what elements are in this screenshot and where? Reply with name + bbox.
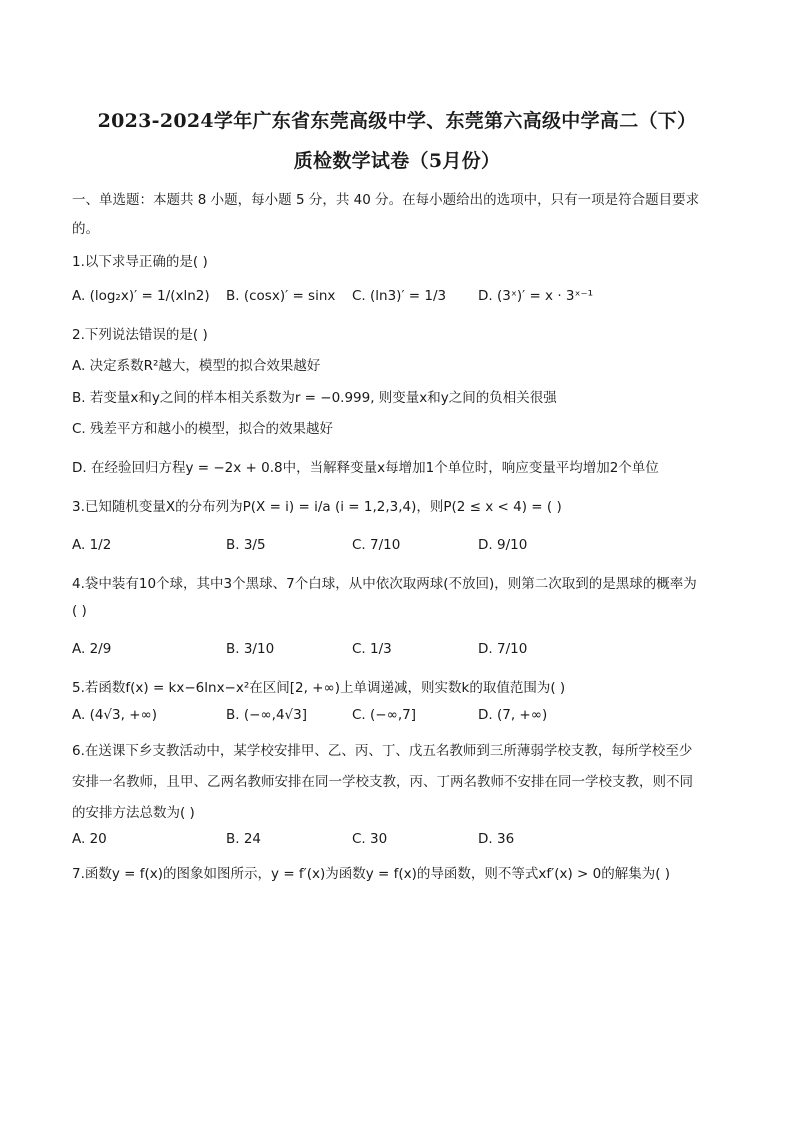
question-6-option-d: D. 36 <box>478 831 515 847</box>
question-3-option-a: A. 1/2 <box>72 537 112 553</box>
exam-title-line2: 质检数学试卷（5月份） <box>293 150 501 172</box>
question-5-stem: 5.若函数f(x) = kx−6lnx−x²在区间[2, +∞)上单调递减，则实数k的取值范围为( ) <box>72 680 566 696</box>
question-2-option-b: B. 若变量x和y之间的样本相关系数为r = −0.999, 则变量x和y之间的负相关很强 <box>72 390 557 406</box>
question-3-option-b: B. 3/5 <box>226 537 266 553</box>
question-5-option-a: A. (4√3, +∞) <box>72 707 158 723</box>
question-2-option-d: D. 在经验回归方程y = −2x + 0.8中，当解释变量x每增加1个单位时，响应变量平均增加2个单位 <box>72 460 659 476</box>
exam-title-line1: 2023-2024学年广东省东莞高级中学、东莞第六高级中学高二（下） <box>97 110 697 132</box>
question-1-stem: 1.以下求导正确的是( ) <box>72 254 208 270</box>
question-4-option-b: B. 3/10 <box>226 641 275 657</box>
question-2-stem: 2.下列说法错误的是( ) <box>72 327 208 343</box>
question-5-option-d: D. (7, +∞) <box>478 707 548 723</box>
question-1-option-c: C. (ln3)′ = 1/3 <box>352 288 447 304</box>
question-4-option-c: C. 1/3 <box>352 641 392 657</box>
section-heading: 一、单选题：本题共 8 小题，每小题 5 分，共 40 分。在每小题给出的选项中，只有一项是符合题目要求 <box>72 192 700 208</box>
question-3-option-c: C. 7/10 <box>352 537 401 553</box>
question-4-stem-cont: ( ) <box>72 603 87 619</box>
question-5-option-c: C. (−∞,7] <box>352 707 416 723</box>
question-6-stem-cont: 安排一名教师，且甲、乙两名教师安排在同一学校支教，丙、丁两名教师不安排在同一学校支教，则不同 <box>72 774 693 790</box>
question-6-option-b: B. 24 <box>226 831 262 847</box>
question-4-option-a: A. 2/9 <box>72 641 112 657</box>
question-6-option-c: C. 30 <box>352 831 388 847</box>
question-6-stem: 6.在送课下乡支教活动中，某学校安排甲、乙、丙、丁、戊五名教师到三所薄弱学校支教，每所学校至少 <box>72 743 693 759</box>
section-heading-cont: 的。 <box>72 221 99 237</box>
question-4-stem: 4.袋中装有10个球，其中3个黑球、7个白球，从中依次取两球(不放回)，则第二次取到的是黑球的概率为 <box>72 576 697 592</box>
question-1-option-a: A. (log₂x)′ = 1/(xln2) <box>72 288 210 304</box>
question-1-option-b: B. (cosx)′ = sinx <box>226 288 336 304</box>
question-6-stem-cont-2: 的安排方法总数为( ) <box>72 805 195 821</box>
question-5-option-b: B. (−∞,4√3] <box>226 707 308 723</box>
question-4-option-d: D. 7/10 <box>478 641 528 657</box>
question-2-option-c: C. 残差平方和越小的模型，拟合的效果越好 <box>72 421 334 437</box>
question-6-option-a: A. 20 <box>72 831 107 847</box>
question-1-option-d: D. (3ˣ)′ = x · 3ˣ⁻¹ <box>478 288 594 304</box>
question-7-stem: 7.函数y = f(x)的图象如图所示，y = f′(x)为函数y = f(x)的导函数，则不等式xf′(x) > 0的解集为( ) <box>72 866 671 882</box>
question-3-stem: 3.已知随机变量X的分布列为P(X = i) = i/a (i = 1,2,3,4)，则P(2 ≤ x < 4) = ( ) <box>72 499 562 515</box>
question-2-option-a: A. 决定系数R²越大，模型的拟合效果越好 <box>72 358 321 374</box>
question-3-option-d: D. 9/10 <box>478 537 528 553</box>
